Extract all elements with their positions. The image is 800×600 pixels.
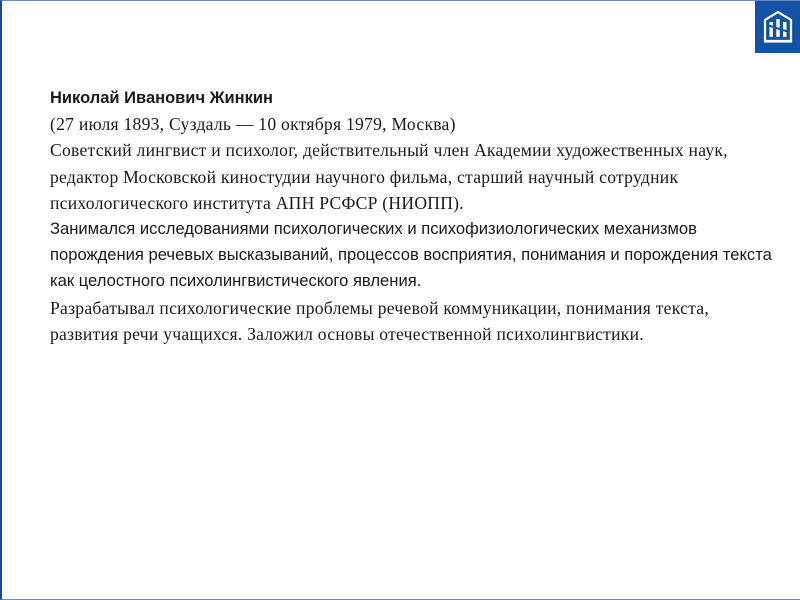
person-name: Николай Иванович Жинкин [50, 89, 273, 107]
university-logo-icon [755, 1, 800, 53]
research-paragraph: Занимался исследованиями психологических и психофизиологических механизмов порождения речевых высказываний, процессов восприятия, понимания и порождения текста как целостного психолингвистического явления. [50, 219, 772, 291]
bio-paragraph: Советский лингвист и психолог, действительный член Академии художественных наук, редактор Московской киностудии научного фильма, старший научный сотрудник психологического института АПН РСФСР (НИОПП). [50, 140, 728, 213]
biography-text [50, 85, 780, 347]
contribution-paragraph: Разрабатывал психологические проблемы речевой коммуникации, понимания текста, развития речи учащихся. Заложил основы отечественной психолингвистики. [50, 297, 709, 344]
life-dates: (27 июля 1893, Суздаль — 10 октября 1979, Москва) [50, 114, 456, 135]
